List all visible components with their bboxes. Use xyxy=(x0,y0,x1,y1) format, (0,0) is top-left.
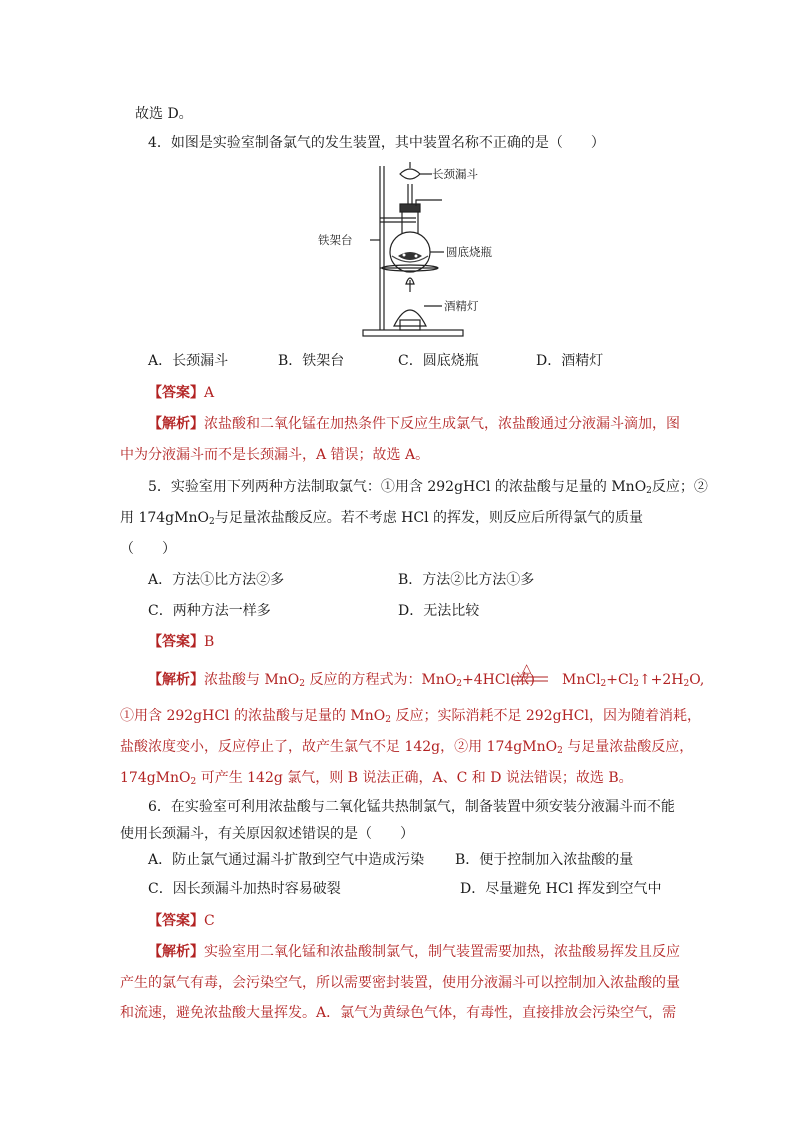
stand-label: 铁架台 xyxy=(318,233,353,247)
q5-stem-2a: 用 174gMnO xyxy=(120,510,209,526)
q5-answer xyxy=(148,632,214,652)
q5-analysis-line-4 xyxy=(120,768,633,788)
q4-option-b: B．铁架台 xyxy=(278,353,345,369)
q5-stem-2b: 与足量浓盐酸反应。若不考虑 HCl 的挥发，则反应后所得氯气的质量 xyxy=(214,510,644,526)
flask-label: 圆底烧瓶 xyxy=(446,245,492,259)
eq-mid-subscript: 2 xyxy=(456,679,463,689)
answer-tag: 【答案】 xyxy=(148,385,204,401)
funnel-bulb xyxy=(400,169,420,179)
q5-analysis-3b: 与足量浓盐酸反应， xyxy=(562,739,694,755)
q5-analysis-4a: 174gMnO xyxy=(120,770,191,786)
q3-conclusion: 故选 D。 xyxy=(135,106,193,122)
q4-option-d: D．酒精灯 xyxy=(536,353,604,369)
eq-prod-c: ↑+2H xyxy=(638,672,684,688)
answer-value: B xyxy=(204,634,215,650)
q5-stem-1-subscript: 2 xyxy=(646,486,652,496)
q5-analysis-4-subscript: 2 xyxy=(190,777,197,787)
q5-paren: （ ） xyxy=(120,541,176,557)
q5-stem-2-subscript: 2 xyxy=(208,517,215,527)
eq-lead: 浓盐酸与 MnO xyxy=(204,672,300,688)
q5-analysis-line-1 xyxy=(148,670,535,690)
q6-option-b: B．便于控制加入浓盐酸的量 xyxy=(455,852,634,868)
q5-option-c: C．两种方法一样多 xyxy=(148,603,271,619)
q6-analysis-text-1: 实验室用二氧化锰和浓盐酸制氯气，制气装置需要加热，浓盐酸易挥发且反应 xyxy=(204,944,680,960)
q4-analysis-text-1: 浓盐酸和二氧化锰在加热条件下反应生成氯气，浓盐酸通过分液漏斗滴加，图 xyxy=(204,416,680,432)
lamp-label: 酒精灯 xyxy=(444,299,479,313)
q4-option-c: C．圆底烧瓶 xyxy=(398,353,479,369)
q5-analysis-2a: ①用含 292gHCl 的浓盐酸与足量的 MnO xyxy=(120,708,386,724)
flask-contents xyxy=(398,252,422,260)
answer-tag: 【答案】 xyxy=(148,634,204,650)
q6-analysis-line-3: 和流速，避免浓盐酸大量挥发。A．氯气为黄绿色气体，有毒性，直接排放会污染空气，需 xyxy=(120,1005,677,1021)
eq-prod-b: +Cl xyxy=(606,672,634,688)
q5-stem-line-1 xyxy=(148,477,708,497)
eq-mid: 反应的方程式为：MnO xyxy=(305,672,457,688)
q6-option-a: A．防止氯气通过漏斗扩散到空气中造成污染 xyxy=(148,852,425,868)
funnel-label: 长颈漏斗 xyxy=(432,167,478,181)
eq-lead-subscript: 2 xyxy=(299,679,306,689)
q4-analysis-line-1 xyxy=(148,414,680,434)
answer-value: C xyxy=(204,913,215,929)
q4-answer xyxy=(148,383,214,403)
q5-stem-1a: 5．实验室用下列两种方法制取氯气：①用含 292gHCl 的浓盐酸与足量的 MnO xyxy=(148,479,647,495)
eq-prod-b-subscript: 2 xyxy=(633,679,639,689)
q5-analysis-line-3 xyxy=(120,737,693,757)
eq-equals-sign xyxy=(512,675,548,683)
apparatus-figure xyxy=(318,160,508,340)
q5-analysis-line-2 xyxy=(120,706,701,726)
alcohol-lamp xyxy=(394,310,426,326)
q6-option-c: C．因长颈漏斗加热时容易破裂 xyxy=(148,881,341,897)
eq-products xyxy=(562,670,704,690)
eq-heat-symbol: △ xyxy=(522,661,532,675)
q6-stem-line-1: 6．在实验室可利用浓盐酸与二氧化锰共热制氯气，制备装置中须安装分液漏斗而不能 xyxy=(148,799,675,815)
q5-analysis-4b: 可产生 142g 氯气，则 B 说法正确，A、C 和 D 说法错误；故选 B。 xyxy=(196,770,633,786)
q5-analysis-2-subscript: 2 xyxy=(385,715,391,725)
answer-value: A xyxy=(204,385,215,401)
eq-prod-c-subscript: 2 xyxy=(683,679,690,689)
q5-analysis-3a: 盐酸浓度变小，反应停止了，故产生氯气不足 142g，②用 174gMnO xyxy=(120,739,558,755)
q5-analysis-2b: 反应；实际消耗不足 292gHCl，因为随着消耗， xyxy=(391,708,701,724)
eq-reactant: +4HCl(浓) xyxy=(462,672,535,688)
q4-stem: 4．如图是实验室制备氯气的发生装置，其中装置名称不正确的是（ ） xyxy=(148,135,605,151)
q5-option-b: B．方法②比方法①多 xyxy=(398,572,535,588)
analysis-tag: 【解析】 xyxy=(148,672,204,688)
q5-option-d: D．无法比较 xyxy=(398,603,480,619)
q5-option-a: A．方法①比方法②多 xyxy=(148,572,285,588)
eq-prod-a-subscript: 2 xyxy=(600,679,607,689)
q4-option-a: A．长颈漏斗 xyxy=(148,353,229,369)
q5-analysis-3-subscript: 2 xyxy=(557,746,563,756)
stopper xyxy=(400,204,420,212)
eq-prod-a: MnCl xyxy=(562,672,601,688)
stand-base xyxy=(363,330,463,336)
q6-option-d: D．尽量避免 HCl 挥发到空气中 xyxy=(460,881,662,897)
q6-analysis-line-1 xyxy=(148,942,680,962)
q5-stem-line-2 xyxy=(120,508,643,528)
analysis-tag: 【解析】 xyxy=(148,416,204,432)
q6-analysis-line-2: 产生的氯气有毒，会污染空气，所以需要密封装置，使用分液漏斗可以控制加入浓盐酸的量 xyxy=(120,975,680,991)
eq-prod-d: O, xyxy=(689,672,705,688)
q6-stem-line-2: 使用长颈漏斗，有关原因叙述错误的是（ ） xyxy=(120,826,414,842)
answer-tag: 【答案】 xyxy=(148,913,204,929)
q4-analysis-line-2: 中为分液漏斗而不是长颈漏斗，A 错误；故选 A。 xyxy=(120,447,430,463)
q6-answer xyxy=(148,911,215,931)
analysis-tag: 【解析】 xyxy=(148,944,204,960)
q5-stem-1b: 反应；② xyxy=(651,479,708,495)
